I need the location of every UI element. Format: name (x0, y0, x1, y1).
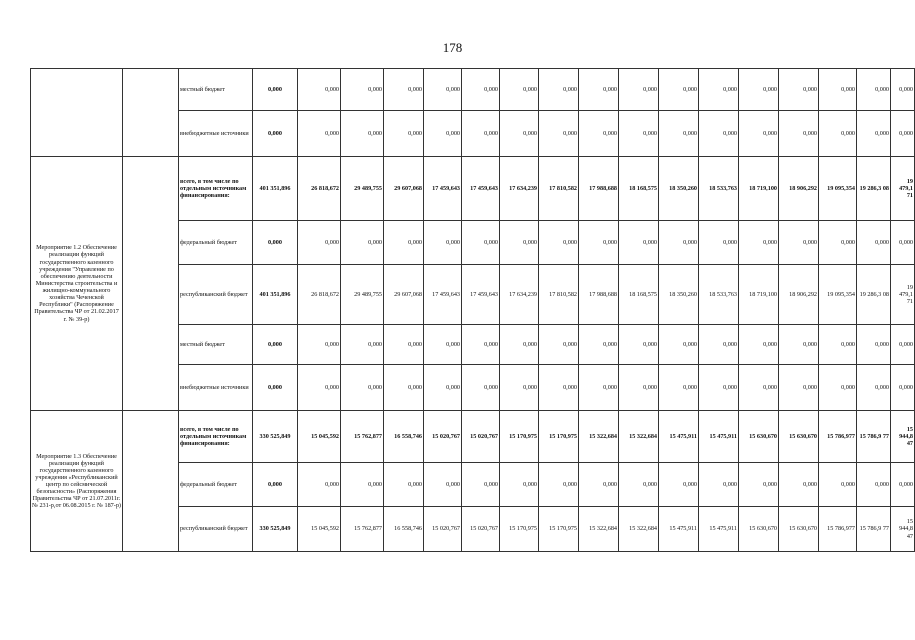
year-amount-cell: 0,000 (384, 111, 424, 157)
year-amount-cell: 18 350,260 (659, 157, 699, 221)
year-amount-cell: 17 459,643 (424, 265, 462, 325)
year-amount-cell: 0,000 (857, 69, 891, 111)
year-amount-cell: 17 459,643 (424, 157, 462, 221)
year-amount-cell: 15 630,670 (779, 411, 819, 463)
year-amount-cell: 15 786,9 77 (857, 507, 891, 552)
year-amount-cell: 15 170,975 (539, 411, 579, 463)
year-amount-cell: 0,000 (819, 69, 857, 111)
year-amount-cell: 0,000 (891, 463, 915, 507)
year-amount-cell: 17 988,688 (579, 157, 619, 221)
total-amount-cell: 0,000 (253, 463, 298, 507)
year-amount-cell: 0,000 (739, 111, 779, 157)
year-amount-cell: 0,000 (424, 69, 462, 111)
total-amount-cell: 0,000 (253, 221, 298, 265)
year-amount-cell: 0,000 (424, 325, 462, 365)
year-amount-cell: 0,000 (579, 365, 619, 411)
year-amount-cell: 0,000 (619, 111, 659, 157)
year-amount-cell: 0,000 (500, 365, 539, 411)
year-amount-cell: 16 558,746 (384, 411, 424, 463)
year-amount-cell: 0,000 (298, 325, 341, 365)
blank-cell (123, 157, 179, 411)
year-amount-cell: 0,000 (619, 463, 659, 507)
blank-cell (123, 69, 179, 157)
year-amount-cell: 0,000 (739, 69, 779, 111)
year-amount-cell: 15 786,977 (819, 411, 857, 463)
year-amount-cell: 15 475,911 (699, 411, 739, 463)
total-amount-cell: 401 351,896 (253, 157, 298, 221)
year-amount-cell: 15 170,975 (500, 507, 539, 552)
year-amount-cell: 0,000 (779, 325, 819, 365)
year-amount-cell: 0,000 (384, 463, 424, 507)
year-amount-cell: 18 719,100 (739, 265, 779, 325)
year-amount-cell: 17 810,582 (539, 157, 579, 221)
year-amount-cell: 15 322,684 (619, 411, 659, 463)
year-amount-cell: 0,000 (500, 221, 539, 265)
funding-source-cell: внебюджетные источники (179, 365, 253, 411)
year-amount-cell: 17 459,643 (462, 157, 500, 221)
page-number: 178 (442, 40, 463, 55)
year-amount-cell: 0,000 (819, 221, 857, 265)
year-amount-cell: 15 944,8 47 (891, 411, 915, 463)
total-amount-cell: 0,000 (253, 365, 298, 411)
year-amount-cell: 0,000 (500, 111, 539, 157)
year-amount-cell: 15 322,684 (579, 507, 619, 552)
year-amount-cell: 15 170,975 (539, 507, 579, 552)
event-description-cell: Мероприятие 1.3 Обеспечение реализации функций государственного казенного учреждения «Республиканский центр по сейсмической безопасности» (Распоряжения Правительства ЧР от 21.07.2011г. № 231-р,от 06.08.2015 г. № 187-р) (31, 411, 123, 552)
year-amount-cell: 0,000 (857, 325, 891, 365)
year-amount-cell: 0,000 (341, 111, 384, 157)
year-amount-cell: 0,000 (341, 463, 384, 507)
year-amount-cell: 0,000 (699, 325, 739, 365)
year-amount-cell: 0,000 (779, 69, 819, 111)
year-amount-cell: 0,000 (619, 69, 659, 111)
year-amount-cell: 0,000 (779, 463, 819, 507)
funding-source-cell: всего, в том числе по отдельным источникам финансирования: (179, 411, 253, 463)
funding-source-cell: федеральный бюджет (179, 463, 253, 507)
year-amount-cell: 15 475,911 (659, 507, 699, 552)
total-amount-cell: 0,000 (253, 111, 298, 157)
year-amount-cell: 0,000 (424, 221, 462, 265)
year-amount-cell: 0,000 (619, 365, 659, 411)
year-amount-cell: 15 630,670 (739, 411, 779, 463)
year-amount-cell: 0,000 (857, 365, 891, 411)
year-amount-cell: 0,000 (819, 111, 857, 157)
year-amount-cell: 15 786,9 77 (857, 411, 891, 463)
year-amount-cell: 0,000 (298, 221, 341, 265)
year-amount-cell: 18 719,100 (739, 157, 779, 221)
year-amount-cell: 19 095,354 (819, 157, 857, 221)
funding-source-cell: республиканский бюджет (179, 265, 253, 325)
year-amount-cell: 19 286,3 08 (857, 265, 891, 325)
year-amount-cell: 29 607,068 (384, 265, 424, 325)
year-amount-cell: 0,000 (341, 325, 384, 365)
year-amount-cell: 0,000 (424, 111, 462, 157)
funding-source-cell: республиканский бюджет (179, 507, 253, 552)
year-amount-cell: 0,000 (739, 365, 779, 411)
year-amount-cell: 29 489,755 (341, 265, 384, 325)
year-amount-cell: 0,000 (500, 463, 539, 507)
year-amount-cell: 0,000 (779, 111, 819, 157)
year-amount-cell: 0,000 (579, 221, 619, 265)
year-amount-cell: 29 607,068 (384, 157, 424, 221)
year-amount-cell: 0,000 (579, 69, 619, 111)
year-amount-cell: 0,000 (819, 365, 857, 411)
year-amount-cell: 0,000 (462, 221, 500, 265)
year-amount-cell: 18 533,763 (699, 265, 739, 325)
year-amount-cell: 0,000 (298, 111, 341, 157)
year-amount-cell: 0,000 (659, 69, 699, 111)
year-amount-cell: 0,000 (298, 463, 341, 507)
year-amount-cell: 0,000 (539, 365, 579, 411)
year-amount-cell: 0,000 (539, 325, 579, 365)
year-amount-cell: 15 786,977 (819, 507, 857, 552)
year-amount-cell: 15 322,684 (619, 507, 659, 552)
year-amount-cell: 18 350,260 (659, 265, 699, 325)
funding-source-cell: местный бюджет (179, 325, 253, 365)
year-amount-cell: 0,000 (579, 111, 619, 157)
total-amount-cell: 330 525,849 (253, 507, 298, 552)
year-amount-cell: 0,000 (462, 111, 500, 157)
funding-source-cell: местный бюджет (179, 69, 253, 111)
year-amount-cell: 17 459,643 (462, 265, 500, 325)
year-amount-cell: 26 818,672 (298, 265, 341, 325)
event-description-cell: Мероприятие 1.2 Обеспечение реализации функций государственного казенного учреждения "Управление по обеспечению деятельности Министерства строительства и жилищно-коммунального хозяйства Чеченской Республики" (Распоряжение Правительства ЧР от 21.02.2017 г. № 39-р) (31, 157, 123, 411)
year-amount-cell: 19 479,1 71 (891, 265, 915, 325)
year-amount-cell: 0,000 (659, 463, 699, 507)
total-amount-cell: 401 351,896 (253, 265, 298, 325)
year-amount-cell: 0,000 (341, 365, 384, 411)
year-amount-cell: 15 630,670 (739, 507, 779, 552)
year-amount-cell: 26 818,672 (298, 157, 341, 221)
year-amount-cell: 15 762,877 (341, 507, 384, 552)
year-amount-cell: 29 489,755 (341, 157, 384, 221)
year-amount-cell: 0,000 (539, 69, 579, 111)
year-amount-cell: 0,000 (579, 325, 619, 365)
year-amount-cell: 0,000 (384, 69, 424, 111)
year-amount-cell: 0,000 (424, 365, 462, 411)
year-amount-cell: 0,000 (462, 325, 500, 365)
year-amount-cell: 15 020,767 (462, 507, 500, 552)
year-amount-cell: 0,000 (699, 365, 739, 411)
year-amount-cell: 0,000 (659, 365, 699, 411)
year-amount-cell: 18 168,575 (619, 265, 659, 325)
table-row (31, 69, 915, 111)
year-amount-cell: 0,000 (462, 365, 500, 411)
year-amount-cell: 17 634,239 (500, 265, 539, 325)
year-amount-cell: 0,000 (891, 325, 915, 365)
table-row (31, 411, 915, 463)
year-amount-cell: 15 762,877 (341, 411, 384, 463)
year-amount-cell: 0,000 (819, 463, 857, 507)
year-amount-cell: 0,000 (539, 221, 579, 265)
year-amount-cell: 0,000 (891, 111, 915, 157)
year-amount-cell: 15 020,767 (462, 411, 500, 463)
year-amount-cell: 0,000 (857, 221, 891, 265)
year-amount-cell: 18 533,763 (699, 157, 739, 221)
year-amount-cell: 0,000 (659, 221, 699, 265)
year-amount-cell: 0,000 (779, 221, 819, 265)
year-amount-cell: 0,000 (384, 221, 424, 265)
year-amount-cell: 0,000 (462, 463, 500, 507)
year-amount-cell: 0,000 (539, 463, 579, 507)
year-amount-cell: 15 045,592 (298, 507, 341, 552)
year-amount-cell: 0,000 (384, 365, 424, 411)
year-amount-cell: 0,000 (779, 365, 819, 411)
year-amount-cell: 15 045,592 (298, 411, 341, 463)
year-amount-cell: 15 322,684 (579, 411, 619, 463)
year-amount-cell: 18 906,292 (779, 157, 819, 221)
year-amount-cell: 0,000 (298, 365, 341, 411)
year-amount-cell: 0,000 (659, 325, 699, 365)
year-amount-cell: 17 810,582 (539, 265, 579, 325)
budget-table (30, 68, 915, 552)
year-amount-cell: 0,000 (891, 365, 915, 411)
year-amount-cell: 17 988,688 (579, 265, 619, 325)
year-amount-cell: 0,000 (819, 325, 857, 365)
funding-source-cell: всего, в том числе по отдельным источникам финансирования: (179, 157, 253, 221)
year-amount-cell: 0,000 (699, 221, 739, 265)
year-amount-cell: 16 558,746 (384, 507, 424, 552)
year-amount-cell: 0,000 (619, 221, 659, 265)
year-amount-cell: 0,000 (619, 325, 659, 365)
year-amount-cell: 0,000 (341, 69, 384, 111)
year-amount-cell: 0,000 (891, 221, 915, 265)
year-amount-cell: 0,000 (739, 325, 779, 365)
year-amount-cell: 19 095,354 (819, 265, 857, 325)
year-amount-cell: 18 168,575 (619, 157, 659, 221)
year-amount-cell: 0,000 (298, 69, 341, 111)
funding-source-cell: внебюджетные источники (179, 111, 253, 157)
year-amount-cell: 0,000 (699, 463, 739, 507)
funding-source-cell: федеральный бюджет (179, 221, 253, 265)
year-amount-cell: 0,000 (341, 221, 384, 265)
year-amount-cell: 0,000 (857, 111, 891, 157)
year-amount-cell: 0,000 (699, 69, 739, 111)
year-amount-cell: 15 944,8 47 (891, 507, 915, 552)
year-amount-cell: 18 906,292 (779, 265, 819, 325)
year-amount-cell: 0,000 (891, 69, 915, 111)
year-amount-cell: 0,000 (739, 221, 779, 265)
year-amount-cell: 0,000 (424, 463, 462, 507)
year-amount-cell: 0,000 (500, 69, 539, 111)
total-amount-cell: 0,000 (253, 325, 298, 365)
year-amount-cell: 15 020,767 (424, 411, 462, 463)
blank-cell (123, 411, 179, 552)
total-amount-cell: 0,000 (253, 69, 298, 111)
table-row (31, 157, 915, 221)
year-amount-cell: 0,000 (462, 69, 500, 111)
year-amount-cell: 0,000 (659, 111, 699, 157)
year-amount-cell: 15 170,975 (500, 411, 539, 463)
event-description-cell (31, 69, 123, 157)
year-amount-cell: 0,000 (539, 111, 579, 157)
year-amount-cell: 19 479,1 71 (891, 157, 915, 221)
year-amount-cell: 0,000 (500, 325, 539, 365)
year-amount-cell: 15 475,911 (659, 411, 699, 463)
year-amount-cell: 15 020,767 (424, 507, 462, 552)
year-amount-cell: 0,000 (699, 111, 739, 157)
year-amount-cell: 0,000 (857, 463, 891, 507)
year-amount-cell: 17 634,239 (500, 157, 539, 221)
year-amount-cell: 15 475,911 (699, 507, 739, 552)
year-amount-cell: 15 630,670 (779, 507, 819, 552)
year-amount-cell: 19 286,3 08 (857, 157, 891, 221)
total-amount-cell: 330 525,849 (253, 411, 298, 463)
year-amount-cell: 0,000 (579, 463, 619, 507)
year-amount-cell: 0,000 (739, 463, 779, 507)
year-amount-cell: 0,000 (384, 325, 424, 365)
